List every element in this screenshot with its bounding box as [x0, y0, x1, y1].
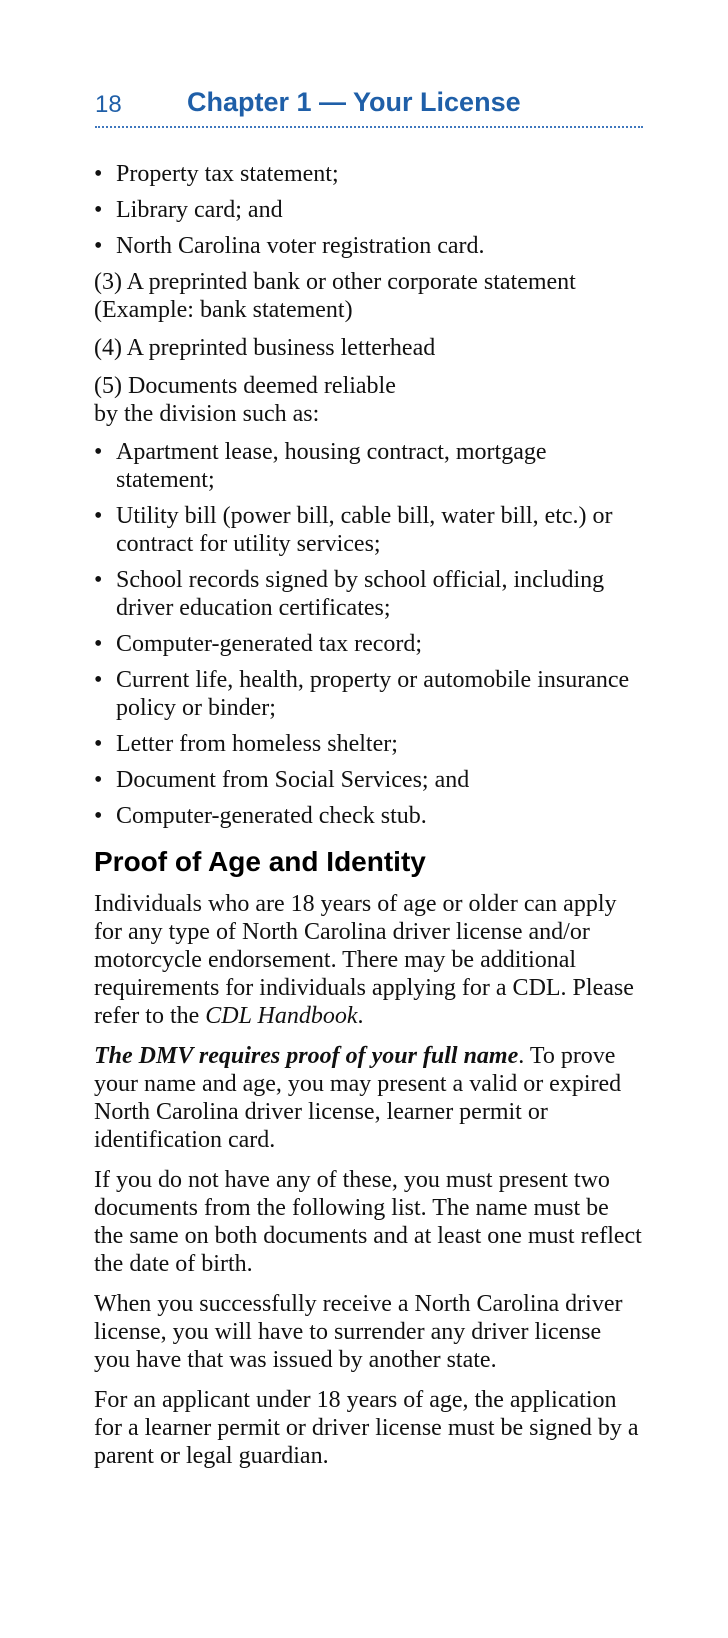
- paragraph-eligibility-end: .: [357, 1003, 364, 1029]
- paragraph-full-name-text: . To prove your name and age, you may present a valid or expired North Carolina driver license, learner permit or identification card.: [94, 1043, 622, 1153]
- bullet-icon: •: [94, 631, 103, 657]
- list-item: [94, 802, 642, 830]
- paragraph-surrender-license: When you successfully receive a North Carolina driver license, you will have to surrender any driver license you have that was issued by another state.: [94, 1291, 623, 1373]
- list-item: [94, 232, 642, 260]
- bullet-icon: •: [94, 803, 103, 829]
- paragraph-two-documents: If you do not have any of these, you must present two documents from the following list. The name must be the same on both documents and at least one must reflect the date of birth.: [94, 1167, 642, 1277]
- paragraph-eligibility: [94, 890, 642, 1030]
- paragraph-eligibility-text: Individuals who are 18 years of age or older can apply for any type of North Carolina driver license and/or motorcycle endorsement. There may be additional requirements for individuals applying for a CDL. Please refer to the: [94, 891, 634, 1029]
- numbered-item-5-line-1: (5) Documents deemed reliable: [94, 373, 396, 399]
- list-item-text: Property tax statement;: [116, 161, 339, 187]
- bullet-list-top: [94, 160, 642, 260]
- full-name-requirement: The DMV requires proof of your full name: [94, 1043, 519, 1069]
- list-item-text: Utility bill (power bill, cable bill, water bill, etc.) or contract for utility services;: [116, 503, 613, 557]
- bullet-icon: •: [94, 161, 103, 187]
- list-item: [94, 566, 642, 622]
- list-item-text: Current life, health, property or automobile insurance policy or binder;: [116, 667, 630, 721]
- list-item: [94, 438, 642, 494]
- numbered-item-5-line-2: by the division such as:: [94, 401, 320, 427]
- bullet-icon: •: [94, 767, 103, 793]
- bullet-icon: •: [94, 667, 103, 693]
- chapter-title: Chapter 1 — Your License: [187, 87, 521, 117]
- bullet-icon: •: [94, 503, 103, 529]
- list-item-text: Document from Social Services; and: [116, 767, 470, 793]
- list-item-text: School records signed by school official, including driver education certificates;: [116, 567, 605, 621]
- list-item: [94, 160, 642, 188]
- list-item-text: Letter from homeless shelter;: [116, 731, 398, 757]
- list-item-text: Apartment lease, housing contract, mortgage statement;: [116, 439, 547, 493]
- bullet-icon: •: [94, 197, 103, 223]
- bullet-icon: •: [94, 731, 103, 757]
- bullet-list-documents: [94, 438, 642, 830]
- numbered-item-3: (3) A preprinted bank or other corporate statement (Example: bank statement): [94, 269, 576, 323]
- list-item-text: Computer-generated check stub.: [116, 803, 427, 829]
- bullet-icon: •: [94, 567, 103, 593]
- paragraph-full-name: [94, 1042, 642, 1154]
- list-item: [94, 666, 642, 722]
- page-number: 18: [95, 91, 122, 118]
- list-item-text: Computer-generated tax record;: [116, 631, 423, 657]
- list-item: [94, 196, 642, 224]
- list-item-text: Library card; and: [116, 197, 283, 223]
- list-item: [94, 766, 642, 794]
- section-heading: Proof of Age and Identity: [94, 846, 426, 877]
- page-content: [94, 160, 642, 1482]
- bullet-icon: •: [94, 233, 103, 259]
- list-item: [94, 730, 642, 758]
- paragraph-under-18: For an applicant under 18 years of age, the application for a learner permit or driver license must be signed by a parent or legal guardian.: [94, 1387, 639, 1469]
- numbered-item-4: (4) A preprinted business letterhead: [94, 335, 436, 361]
- bullet-icon: •: [94, 439, 103, 465]
- list-item-text: North Carolina voter registration card.: [116, 233, 485, 259]
- cdl-handbook-title: CDL Handbook: [205, 1003, 358, 1029]
- list-item: [94, 502, 642, 558]
- numbered-item-5: [94, 372, 642, 428]
- list-item: [94, 630, 642, 658]
- page-header: [95, 86, 643, 132]
- dotted-divider: [95, 126, 643, 128]
